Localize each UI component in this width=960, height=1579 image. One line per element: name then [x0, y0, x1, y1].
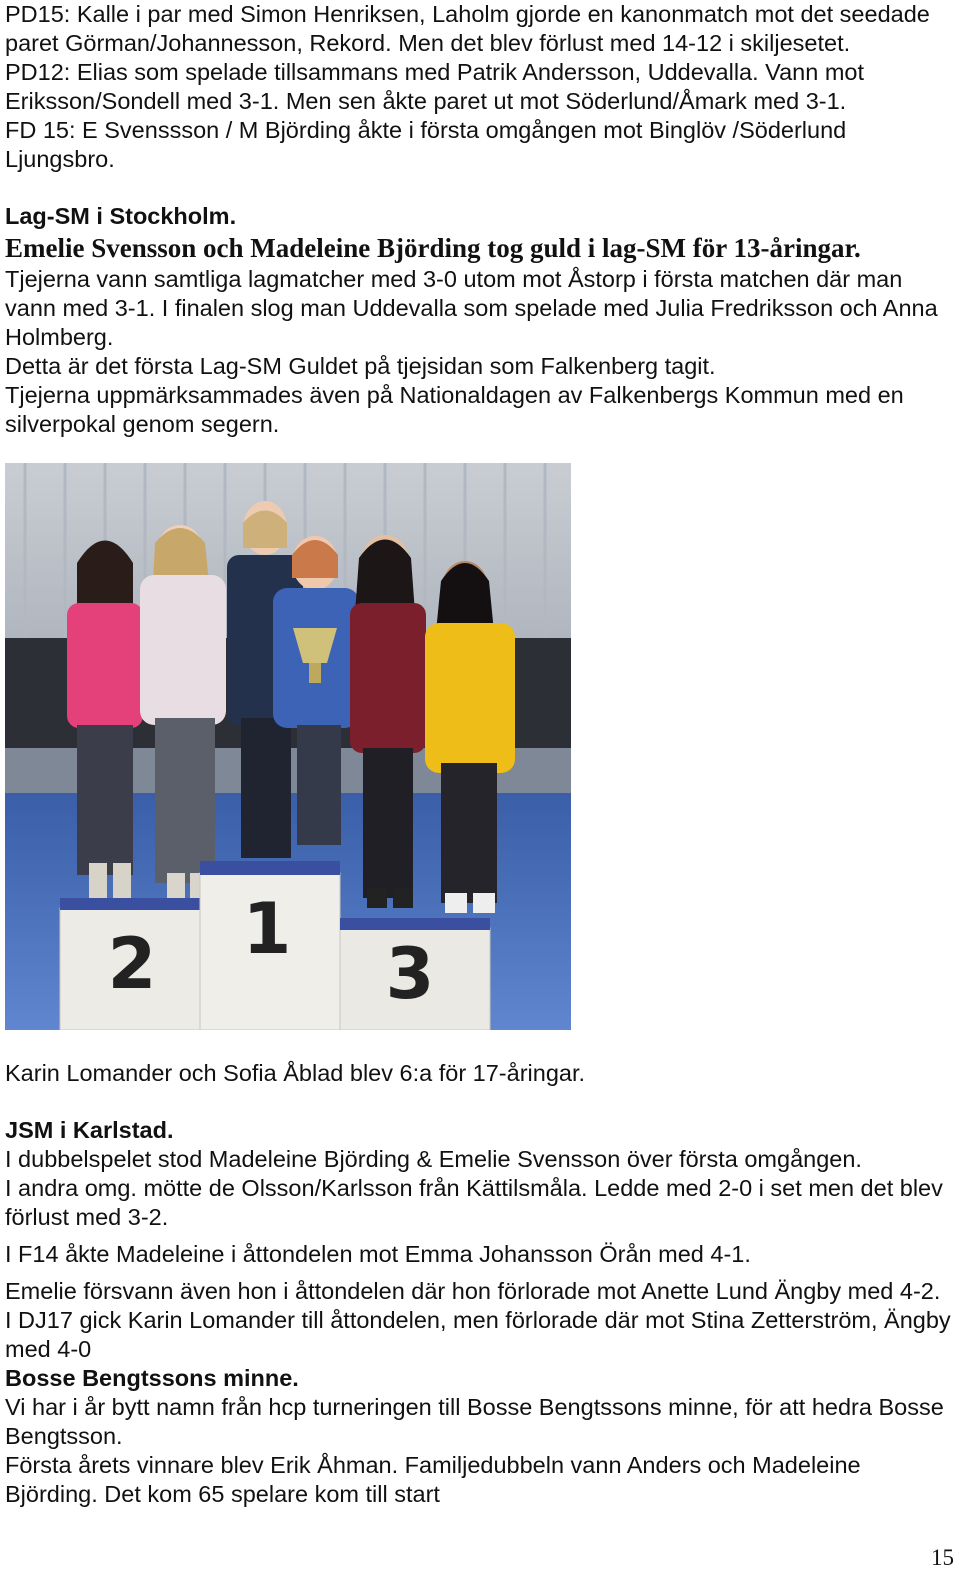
- paragraph-pd15: PD15: Kalle i par med Simon Henriksen, Laholm gjorde en kanonmatch mot det seedade paret Görman/Johannesson, Rekord. Men det blev förlust med 14-12 i skiljesetet.: [5, 1, 930, 56]
- paragraph-after-photo: Karin Lomander och Sofia Åblad blev 6:a för 17-åringar.: [5, 1060, 586, 1086]
- paragraph-lagsm-3: Tjejerna uppmärksammades även på Nationaldagen av Falkenbergs Kommun med en silverpokal genom segern.: [5, 382, 904, 437]
- podium-label-3: 3: [385, 933, 435, 1015]
- podium-photo-illustration: [5, 463, 571, 1030]
- paragraph-fd15: FD 15: E Svenssson / M Björding åkte i första omgången mot Binglöv /Söderlund Ljungsbro.: [5, 117, 847, 172]
- paragraph-jsm-2: I andra omg. mötte de Olsson/Karlsson från Kättilsmåla. Ledde med 2-0 i set men det blev förlust med 3-2.: [5, 1175, 943, 1230]
- heading-lagsm: Lag-SM i Stockholm.: [5, 203, 237, 229]
- document-page-lower: [5, 1059, 955, 1509]
- paragraph-pd12: PD12: Elias som spelade tillsammans med Patrik Andersson, Uddevalla. Vann mot Eriksson/Sondell med 3-1. Men sen åkte paret ut mot Söderlund/Åmark med 3-1.: [5, 59, 865, 114]
- paragraph-bosse-1: Vi har i år bytt namn från hcp turneringen till Bosse Bengtssons minne, för att hedra Bosse Bengtsson.: [5, 1394, 944, 1449]
- subheading-lagsm: Emelie Svensson och Madeleine Björding tog guld i lag-SM för 13-åringar.: [5, 233, 861, 263]
- heading-bosse: Bosse Bengtssons minne.: [5, 1365, 299, 1391]
- podium-label-2: 2: [107, 923, 157, 1005]
- paragraph-bosse-2: Första årets vinnare blev Erik Åhman. Familjedubbeln vann Anders och Madeleine Björding. Det kom 65 spelare kom till start: [5, 1452, 861, 1507]
- page-number: 15: [931, 1545, 954, 1570]
- podium-label-1: 1: [242, 888, 292, 970]
- paragraph-jsm-5: I DJ17 gick Karin Lomander till åttondelen, men förlorade där mot Stina Zetterström, Ängby med 4-0: [5, 1307, 951, 1362]
- paragraph-lagsm-2: Detta är det första Lag-SM Guldet på tjejsidan som Falkenberg tagit.: [5, 353, 716, 379]
- paragraph-jsm-3: I F14 åkte Madeleine i åttondelen mot Emma Johansson Örån med 4-1.: [5, 1241, 751, 1267]
- heading-jsm: JSM i Karlstad.: [5, 1117, 174, 1143]
- paragraph-jsm-1: I dubbelspelet stod Madeleine Björding & Emelie Svensson över första omgången.: [5, 1146, 862, 1172]
- paragraph-jsm-4: Emelie försvann även hon i åttondelen där hon förlorade mot Anette Lund Ängby med 4-2.: [5, 1278, 941, 1304]
- document-page: [5, 0, 955, 439]
- paragraph-lagsm-1: Tjejerna vann samtliga lagmatcher med 3-0 utom mot Åstorp i första matchen där man vann med 3-1. I finalen slog man Uddevalla som spelade med Julia Fredriksson och Anna Holmberg.: [5, 266, 938, 350]
- podium-photo: [5, 463, 571, 1030]
